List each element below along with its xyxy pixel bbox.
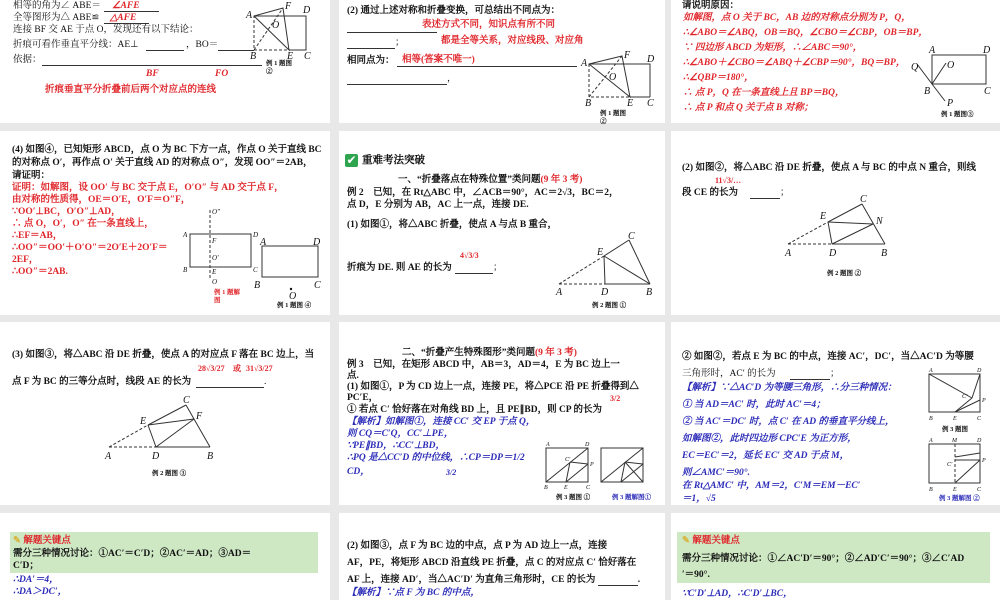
point-label: C [628,231,635,242]
point-label: A [556,287,563,298]
solution-line: ∴∠QBP＝180°， [683,73,754,83]
solution-line: ② 当 AC′＝DC′ 时，点 C′ 在 AD 的垂直平分线上， [682,417,895,427]
point-label: C [860,194,867,205]
point-label: E [627,98,634,109]
pencil-icon: ✎ [13,536,21,546]
figure-caption: 例 1 题图 ② [266,60,292,75]
figure-stroke [589,56,622,97]
solution-line: 【解析】∵△AC′D 为等腰三角形，∴分三种情况： [682,383,897,393]
point-label: D [152,451,160,462]
solution-line: 则 CQ＝C′Q，CC′⊥PE， [347,429,454,439]
answer: 相等(答案不唯一) [402,55,475,65]
text-line: 相等的角为∠ ABE＝ [13,1,101,11]
figure-s8 [544,442,643,491]
figure-s5 [555,231,652,298]
answer: 11√3/… [715,176,742,185]
text: 二、“折叠产生特殊图形”类问题 [402,348,536,358]
solution-line: ∵OO′⊥BC，O′O″⊥AD， [12,207,121,217]
text-line: 点 F 为 BC 的三等分点时，线段 AE 的长为 [12,377,192,387]
text-line: (4) 如图④，已知矩形 ABCD，点 O 为 BC 下方一点，作点 O 关于直线 BC [12,145,322,155]
figure-s9 [928,368,986,493]
answer: 表述方式不同，知识点有所不同 [422,20,556,30]
point-label: D [983,45,991,56]
point-label: P [982,458,986,464]
figure-stroke [828,204,862,222]
text-line: 点. [347,371,359,381]
text-line: 请证明： [12,171,51,181]
answer: 或 [233,364,241,373]
text-line: (2) 通过上述对称和折叠变换，可总结出不同点为： [347,6,560,16]
point-label: B [881,248,888,259]
solution-line: ∴∠ABO＝∠ABQ，OB＝BQ，∠CBO＝∠CBP，OB＝BP， [683,28,928,38]
point-label: C [253,266,258,274]
solution-line: 由对称的性质得，OE＝O′E，O′F＝O″F， [12,195,191,205]
answer: 4√3/3 [460,251,479,260]
solution-line: EC＝EC′＝2，延长 EC′ 交 AD 于点 M， [682,451,850,461]
figure-caption: 例 1 题图 ② [600,110,626,125]
figure-stroke [290,288,292,290]
solution-line: 则∠AMC′＝90°. [682,468,750,478]
solution-line: ∵PE∥BD，∴CC′⊥BD， [347,441,445,451]
figure-stroke [828,222,832,244]
text-line: AF 上，连接 AD′，当△AC′D′ 为直角三角形时，CE 的长为 . [347,575,641,585]
blank: ； [455,263,503,274]
point-label: C [183,395,190,406]
solution-line: ∴EF＝AB， [12,231,63,241]
text-line: PC′E， [347,393,379,403]
figure-stroke [604,256,605,284]
point-label: B [250,51,257,62]
point-label: E [287,51,294,62]
point-label: C [977,487,982,493]
point-label: D [303,5,311,16]
point-label: Q [911,62,919,73]
figure-stroke [262,246,318,277]
point-label: O [609,72,617,83]
text-line: 折痕可看作垂直平分线：AE⊥ [13,40,139,50]
text-line: 需分三种情况讨论：①∠AC′D′＝90°；②∠AD′C′＝90°；③∠C′AD [682,554,965,564]
text-line: 全等图形为△ ABE≌ [13,13,100,23]
answer: 都是全等关系，对应线段、对应角 [441,36,584,46]
point-label: E [140,416,147,427]
point-label: A [581,58,588,69]
point-label: A [929,438,933,444]
point-label: F [196,411,203,422]
point-label: C [984,86,991,97]
point-label: A [105,451,112,462]
point-label: O″ [212,208,220,216]
answer: △AFE [110,13,137,23]
text-line: 点 D，E 分别为 AB，AC 上一点，连接 DE. [347,200,529,210]
solution-line: ∵ 四边形 ABCD 为矩形，∴∠ABC＝90°， [683,43,863,53]
point-label: E [953,487,957,493]
point-label: C [977,416,982,422]
answer: ∠AFE [112,1,140,11]
figure-stroke [828,222,873,224]
point-label: N [876,216,883,227]
tag: (9 年 3 考) [535,348,577,358]
tag: (9 年 3 考) [540,175,583,185]
point-label: D [829,248,837,259]
point-label: O′ [212,254,219,262]
point-label: A [546,442,550,448]
text: 解题关键点 [23,536,71,546]
text-line: 折痕为 DE. 则 AE 的长为 [347,263,452,273]
figure-stroke [955,453,980,457]
blank: ； [790,369,840,380]
solution-line: 如解图，点 O 关于 BC，AB 边的对称点分别为 P，Q， [683,13,911,23]
text-line: (2) 如图②，将△ABC 沿 DE 折叠，使点 A 与 BC 的中点 N 重合，则线 [682,163,976,173]
solution-line: ∴ 点 O，O′，O″ 在一条直线上， [12,219,154,229]
answer: 3/2 [446,468,457,477]
figure-s7 [104,395,213,462]
point-label: C′ [947,462,953,468]
blank: . [196,377,266,388]
point-label: A [183,231,188,239]
figure-stroke [929,374,980,412]
point-label: B [207,451,214,462]
answer: FO [215,69,229,79]
figure-stroke [972,374,980,398]
blank: ； [347,38,405,49]
point-label: D [253,231,259,239]
text: AF 上，连接 AD′，当△AC′D′ 为直角三角形时，CE 的长为 [347,575,596,585]
figure-caption: 例 3 题解图① [612,494,651,501]
text: 解题关键点 [692,536,740,546]
blank: ， [347,74,457,85]
answer: 31√3/27 [246,364,273,373]
text-line: (3) 如图③，将△ABC 沿 DE 折叠，使点 A 的对应点 F 落在 BC 边上，当 [12,350,315,360]
point-label: D [977,368,982,374]
text-line: ② 如图②，若点 E 为 BC 的中点，连接 AC′，DC′，当△AC′D 为等腰 [682,352,974,362]
point-label: C [647,98,654,109]
text-line: 例 3 已知，在矩形 ABCD 中，AB＝3，AD＝4，E 为 BC 边上一 [347,360,620,370]
figure-stroke [254,16,306,50]
text-line: (1) 如图①，P 为 CD 边上一点，连接 PE，将△PCE 沿 PE 折叠得到△ [347,382,639,392]
solution-line: 在 Rt△AMC′ 中，AM＝2，C′M＝EM－EC′ [682,481,861,491]
figure-stroke [932,63,946,84]
figure-s2 [580,50,655,109]
solution-line: ∴DA′＝4， [13,575,59,585]
figure-stroke [932,84,945,101]
point-label: B [929,416,933,422]
point-label: E [597,247,604,258]
point-label: C′ [962,394,968,400]
point-label: A [785,248,792,259]
text-line: ′＝90°. [682,570,710,580]
figure-caption: 例 1 题图③ [941,111,974,118]
point-label: C′ [565,457,571,463]
answer: 28√3/27 [198,364,225,373]
point-label: D [585,442,590,448]
figure-stroke [625,462,643,464]
figure-stroke [932,55,986,84]
point-label: A [260,237,267,248]
point-label: D [647,54,655,65]
point-label: C [586,485,591,491]
solution-line: 2EF， [12,255,39,265]
point-label: O [947,60,955,71]
point-label: O [289,291,297,302]
text-line: C′D； [13,561,39,571]
figure-s3 [911,45,991,109]
text-line: 请说明原因： [682,1,740,11]
text-line: 连接 BF 交 AE 于点 O，发现还有以下结论： [13,25,199,35]
solution-line: ∴OO″＝OO′＋O′O″＝2O′E＋2O′F＝ [12,243,168,253]
point-label: B [544,485,548,491]
figure-caption: 例 3 题解图 ② [939,495,980,502]
point-label: P [947,98,954,109]
figure-stroke [832,224,873,244]
point-label: E [212,268,217,276]
text-line: ① 若点 C′ 恰好落在对角线 BD 上，且 PE∥BD，则 CP 的长为 [347,405,602,415]
solution-line: ∴∠ABO＋∠CBO＝∠ABQ＋∠CBP＝90°，BQ＝BP， [683,58,906,68]
figure-stroke [604,240,629,256]
solution-line: ① 当 AD＝AC′ 时，此时 AC′＝4； [682,400,826,410]
point-label: B [646,287,653,298]
point-label: D [601,287,609,298]
figure-caption: 例 1 题图 ④ [277,302,312,309]
figure-s1 [245,1,311,62]
text-line: 的对称点 O′，再作点 O′ 关于直线 AD 的对称点 O″，发现 OO″＝2AB， [12,158,313,168]
text-line: 段 CE 的长为 [682,188,738,198]
check-icon: ✔ [346,153,357,167]
point-label: B [183,266,188,274]
point-label: O [272,20,280,31]
point-label: D [313,237,321,248]
solution-line: 证明：如解图，设 OO′ 与 BC 交于点 E，O′O″ 与 AD 交于点 F， [12,183,284,193]
solution-line: ∴OO″＝2AB. [12,267,68,277]
solution-line: ＝1，√5 [682,494,716,504]
figure-stroke [148,405,186,425]
point-label: M [952,438,957,444]
point-label: C [304,51,311,62]
text: 一、“折叠落点在特殊位置”类问题 [398,175,541,185]
solution-line: ∴ 点 P，Q 在一条直线上且 BP＝BQ， [683,88,845,98]
point-label: E [953,416,957,422]
point-label: D [977,438,982,444]
solution-line: CD， [347,467,370,477]
figure-caption: 例 1 题解图 [214,289,240,304]
figure-stroke [570,462,588,464]
solution-line: ∵C′D′⊥AD，∴C′D′⊥BC， [682,589,793,599]
point-label: B [924,86,931,97]
point-label: F [285,1,292,12]
point-label: A [929,45,936,56]
section-title: 重难考法突破 [362,155,425,166]
point-label: E [820,211,827,222]
figure-caption: 例 3 题图 [942,426,968,433]
answer: BF [146,69,159,79]
point-label: F [624,50,631,61]
solution-line: ∴DA＞DC′， [13,587,68,597]
solution-line: ∴ 点 P 和点 Q 关于点 B 对称； [683,103,814,113]
text-line: 相同点为： [347,56,395,66]
figure-stroke [589,64,650,97]
point-label: B [254,280,261,291]
point-label: O [212,278,218,286]
figure-stroke [148,425,156,447]
text-line: 三角形时，AC′ 的长为 [682,369,776,379]
point-label: P [982,398,986,404]
solution-line: ∴PQ 是△CC′D 的中位线，∴CP＝DP＝1/2 [347,453,525,463]
figure-stroke [625,462,643,482]
text-line: (2) 如图③，点 F 为 BC 边的中点，点 P 为 AD 边上一点，连接 [347,541,608,551]
figure-stroke [559,256,604,284]
solution-line: 【解析】∵点 F 为 BC 的中点， [347,588,480,598]
figure-stroke [955,460,980,483]
text-line: ，BO＝ [186,40,219,50]
figure-caption: 例 2 题图 ③ [152,470,187,477]
figure-s4-solution [182,208,321,302]
point-label: B [929,487,933,493]
text-line: (1) 如图①，将△ABC 折叠，使点 A 与点 B 重合， [347,220,558,230]
point-label: B [585,98,592,109]
text-line: AF，PE，将矩形 ABCD 沿直线 PE 折叠，点 C 的对应点 C′ 恰好落在 [347,558,637,568]
text-line: 依据： [13,55,42,65]
point-label: E [564,485,568,491]
figure-caption: 例 2 题图 ① [592,302,627,309]
point-label: A [929,368,933,374]
figure-caption: 例 2 题图 ② [827,270,862,277]
answer: 3/2 [610,394,621,403]
pencil-icon: ✎ [682,536,690,546]
text-line: 例 2 已知，在 Rt△ABC 中，∠ACB＝90°，AC＝2√3，BC＝2， [347,188,619,198]
figure-stroke [190,234,251,267]
point-label: P [590,462,594,468]
point-label: F [212,237,217,245]
figure-caption: 例 3 题图 ① [556,494,591,501]
point-label: A [246,10,253,21]
answer: 折痕垂直平分折叠前后两个对应点的连线 [45,85,217,95]
blank: ； [750,188,790,199]
figure-stroke [788,222,828,244]
solution-line: 如解图②，此时四边形 CPC′E 为正方形， [682,434,857,444]
figure-stroke [917,64,932,84]
point-label: C [314,280,321,291]
figure-stroke [109,425,148,447]
solution-line: 【解析】如解图①，连接 CC′ 交 EP 于点 Q， [347,417,536,427]
text-line: 需分三种情况讨论：①AC′＝C′D；②AC′＝AD；③AD＝ [13,549,252,559]
figure-s6 [784,194,887,259]
